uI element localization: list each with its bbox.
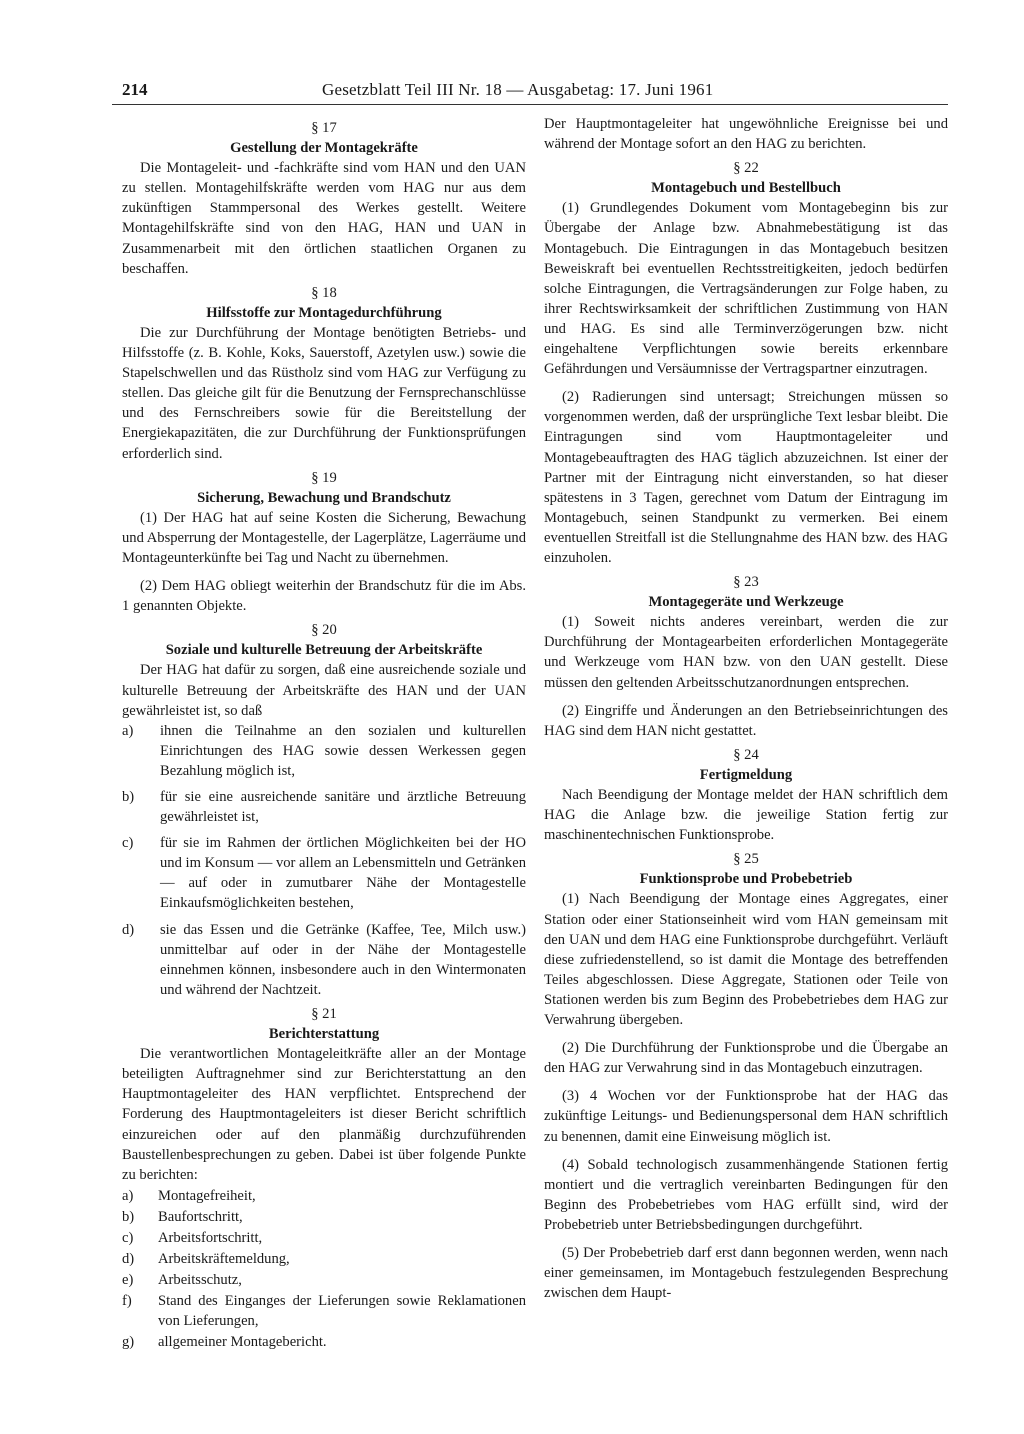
list-item bbox=[122, 721, 526, 781]
list-item bbox=[122, 920, 526, 1000]
section-text: Die zur Durchführung der Montage benötigten Betriebs- und Hilfsstoffe (z. B. Kohle, Koks, Sauerstoff, Azetylen usw.) sowie die Stapelschwellen und das Rüstholz sind vom HAG zur Verfügung zu stellen. Das gleiche gilt für die Benutzung der Fernsprechanschlüsse und des Fernschreibers sowie für die Bereitstellung der Energiekapazitäten, die zur Durchführung der Funktionsprüfungen erforderlich sind. bbox=[122, 324, 526, 462]
section-intro: Der HAG hat dafür zu sorgen, daß eine ausreichende soziale und kulturelle Betreuung der Arbeitskräfte des HAN und der UAN gewährleistet ist, so daß bbox=[122, 662, 526, 719]
section-20 bbox=[122, 620, 526, 1000]
list-label: a) bbox=[122, 1187, 134, 1204]
paragraph-4: (4) Sobald technologisch zusammenhängende Stationen fertig montiert und die vertraglich vereinbarten Bedingungen für den Beginn des Probebetriebes vom HAG erfüllt sind, wird der Probebetrieb unter Betriebsbedingungen durchgeführt. bbox=[544, 1156, 948, 1233]
paragraph-3: (3) 4 Wochen vor der Funktionsprobe hat der HAG das zukünftige Leitungs- und Bedienungspersonal dem HAN schriftlich zu benennen, damit eine Einweisung möglich ist. bbox=[544, 1088, 948, 1145]
section-text: Nach Beendigung der Montage meldet der HAN schriftlich dem HAG die Anlage bzw. die jeweilige Station fertig zur maschinentechnischen Funktionsprobe. bbox=[544, 787, 948, 844]
section-number: § 17 bbox=[311, 120, 337, 136]
section-title: Funktionsprobe und Probebetrieb bbox=[639, 871, 853, 888]
section-title: Montagegeräte und Werkzeuge bbox=[648, 594, 844, 611]
gazette-title: Gesetzblatt Teil III Nr. 18 — Ausgabetag: 17. Juni 1961 bbox=[322, 80, 714, 99]
section-title: Montagebuch und Bestellbuch bbox=[651, 180, 841, 197]
section-17 bbox=[122, 118, 526, 279]
section-23 bbox=[544, 572, 948, 741]
list-label: d) bbox=[122, 1251, 135, 1268]
list-text: Arbeitsschutz, bbox=[158, 1272, 242, 1289]
list-text: Montagefreiheit, bbox=[158, 1187, 256, 1204]
list-label: c) bbox=[122, 835, 134, 852]
section-number: § 25 bbox=[733, 851, 759, 868]
section-25 bbox=[544, 849, 948, 1303]
paragraph-2: (2) Eingriffe und Änderungen an den Betriebseinrichtungen des HAG sind dem HAN nicht gestattet. bbox=[544, 702, 948, 739]
social-care-list bbox=[122, 721, 526, 1000]
section-title: Fertigmeldung bbox=[699, 766, 793, 783]
list-item bbox=[122, 833, 526, 913]
paragraph-5: (5) Der Probebetrieb darf erst dann begonnen werden, wenn nach einer gemeinsamen, im Montagebuch festzulegenden Besprechung zwischen dem Haupt- bbox=[544, 1244, 948, 1302]
section-number: § 21 bbox=[311, 1005, 337, 1022]
left-column bbox=[122, 114, 526, 1353]
list-text: ihnen die Teilnahme an den sozialen und kulturellen Einrichtungen des HAG sowie dessen Werkessen gegen Bezahlung möglich ist, bbox=[160, 722, 526, 779]
list-item bbox=[122, 1270, 526, 1290]
list-label: a) bbox=[122, 722, 134, 739]
section-24 bbox=[544, 745, 948, 845]
list-text: Arbeitskräftemeldung, bbox=[158, 1251, 290, 1268]
section-title: Berichterstattung bbox=[268, 1026, 380, 1043]
section-21 bbox=[122, 1004, 526, 1353]
paragraph-2: (2) Die Durchführung der Funktionsprobe und die Übergabe an den HAG zur Verwahrung sind in das Montagebuch einzutragen. bbox=[544, 1040, 948, 1077]
list-text: Arbeitsfortschritt, bbox=[158, 1229, 263, 1246]
list-label: c) bbox=[122, 1229, 134, 1246]
section-number: § 20 bbox=[311, 622, 337, 639]
paragraph-1: (1) Nach Beendigung der Montage eines Aggregates, einer Station oder einer Stationseinheit wird vom HAN gemeinsam mit den UAN und dem HAG eine Funktionsprobe durchgeführt. Verläuft diese zufriedenstellend, so ist damit die Montage des betreffenden Teiles abgeschlossen. Diese Aggregate, Stationen oder Teile von Stationen werden bis zum Beginn des Probebetriebes dem HAG zur Verwahrung übergeben. bbox=[544, 891, 948, 1029]
section-19 bbox=[122, 468, 526, 617]
list-label: g) bbox=[122, 1334, 135, 1351]
right-column bbox=[544, 114, 948, 1303]
section-number: § 18 bbox=[311, 284, 337, 301]
section-text: Die Montageleit- und -fachkräfte sind vom HAN und den UAN zu stellen. Montagehilfskräfte werden vom HAG nur aus dem zukünftigen Stammpersonal des Werkes gestellt. Weitere Montagehilfskräfte sind von den HAG, HAN und UAN in Zusammenarbeit mit den örtlichen staatlichen Organen zu beschaffen. bbox=[122, 160, 526, 277]
section-number: § 23 bbox=[733, 574, 759, 591]
paragraph-2: (2) Dem HAG obliegt weiterhin der Brandschutz für die im Abs. 1 genannten Objekte. bbox=[122, 578, 526, 615]
page-header bbox=[112, 76, 948, 105]
section-18 bbox=[122, 283, 526, 464]
page-number: 214 bbox=[122, 80, 148, 99]
list-label: b) bbox=[122, 1208, 135, 1225]
section-title: Gestellung der Montagekräfte bbox=[230, 140, 418, 157]
list-item bbox=[122, 1249, 526, 1269]
list-text: für sie im Rahmen der örtlichen Möglichkeiten bei der HO und im Konsum — vor allem an Lebensmitteln und Getränken — auf oder in zumutbarer Nähe der Montagestelle Einkaufsmöglichkeiten bestehen, bbox=[160, 835, 526, 912]
list-label: f) bbox=[122, 1293, 132, 1310]
paragraph-1: (1) Soweit nichts anderes vereinbart, werden die zur Durchführung der Montagearbeiten erforderlichen Montagegeräte und Werkzeuge vom HAN bzw. von den UAN gestellt. Diese müssen den geltenden Arbeitsschutzanordnungen entsprechen. bbox=[544, 614, 948, 691]
list-item bbox=[122, 1332, 526, 1352]
list-text: Baufortschritt, bbox=[158, 1208, 243, 1225]
list-label: d) bbox=[122, 921, 135, 938]
list-label: e) bbox=[122, 1272, 134, 1289]
paragraph-2: (2) Radierungen sind untersagt; Streichungen müssen so vorgenommen werden, daß der ursprüngliche Text lesbar bleibt. Die Eintragungen sind vom Hauptmontageleiter und Montagebeauftragten des HAG täglich abzuzeichnen. Ist einer der Partner mit der Eintragung nicht einverstanden, so hat dieser spätestens in 3 Tagen, gerechnet vom Datum der Eintragung im Montagebuch, seinen Standpunkt zu vermerken. Bei einem eventuellen Streitfall ist die Stellungnahme des HAN bzw. des HAG einzuholen. bbox=[544, 389, 948, 566]
section-22 bbox=[544, 158, 948, 568]
continuation-text: Der Hauptmontageleiter hat ungewöhnliche Ereignisse bei und während der Montage sofort an den HAG zu berichten. bbox=[544, 116, 948, 153]
section-title: Sicherung, Bewachung und Brandschutz bbox=[197, 489, 451, 506]
section-number: § 19 bbox=[311, 469, 337, 486]
section-text: Die verantwortlichen Montageleitkräfte aller an der Montage beteiligten Auftragnehmer sind zur Berichterstattung an den Hauptmontageleiter des HAN verpflichtet. Entsprechend der Forderung des Hauptmontageleiters ist dieser Bericht schriftlich einzureichen oder auf den planmäßig durchzuführenden Baustellenbesprechungen zu geben. Dabei ist über folgende Punkte zu berichten: bbox=[122, 1046, 526, 1183]
list-item bbox=[122, 1228, 526, 1248]
section-title: Soziale und kulturelle Betreuung der Arbeitskräfte bbox=[165, 642, 483, 659]
section-title: Hilfsstoffe zur Montagedurchführung bbox=[206, 304, 442, 321]
list-item bbox=[122, 1207, 526, 1227]
list-item bbox=[122, 1186, 526, 1206]
section-number: § 22 bbox=[733, 160, 759, 177]
list-label: b) bbox=[122, 789, 135, 805]
paragraph-1: (1) Der HAG hat auf seine Kosten die Sicherung, Bewachung und Absperrung der Montagestelle, der Lagerplätze, Lagerräume und Montageunterkünfte bei Tag und Nacht zu übernehmen. bbox=[122, 509, 527, 566]
paragraph-1: (1) Grundlegendes Dokument vom Montagebeginn bis zur Übergabe der Anlage bzw. Abnahmebestätigung ist das Montagebuch. Die Eintragungen in das Montagebuch besitzen Beweiskraft bei eventuellen Rechtsstreitigkeiten, jedoch bedürfen solche Eintragungen, die Vertragsänderungen zur Folge haben, zu ihrer Rechtswirksamkeit der schriftlichen Zustimmung von HAN und HAG. Es sind alle Terminverzögerungen bzw. nicht eingehaltene Verpflichtungen sowie bereits erkennbare Gefährdungen und Versäumnisse der Vertragspartner einzutragen. bbox=[544, 200, 948, 378]
list-text: für sie eine ausreichende sanitäre und ärztliche Betreuung gewährleistet ist, bbox=[160, 789, 526, 826]
list-text: Stand des Einganges der Lieferungen sowie Reklamationen von Lieferungen, bbox=[158, 1293, 526, 1330]
list-item bbox=[122, 787, 526, 827]
list-text: sie das Essen und die Getränke (Kaffee, Tee, Milch usw.) unmittelbar auf oder in der Nähe der Montagestelle einnehmen können, insbesondere auch in den Wintermonaten und während der Nachtzeit. bbox=[160, 921, 526, 998]
list-text: allgemeiner Montagebericht. bbox=[158, 1334, 327, 1351]
section-number: § 24 bbox=[733, 746, 759, 763]
report-points-list bbox=[122, 1186, 526, 1353]
list-item bbox=[122, 1291, 526, 1331]
